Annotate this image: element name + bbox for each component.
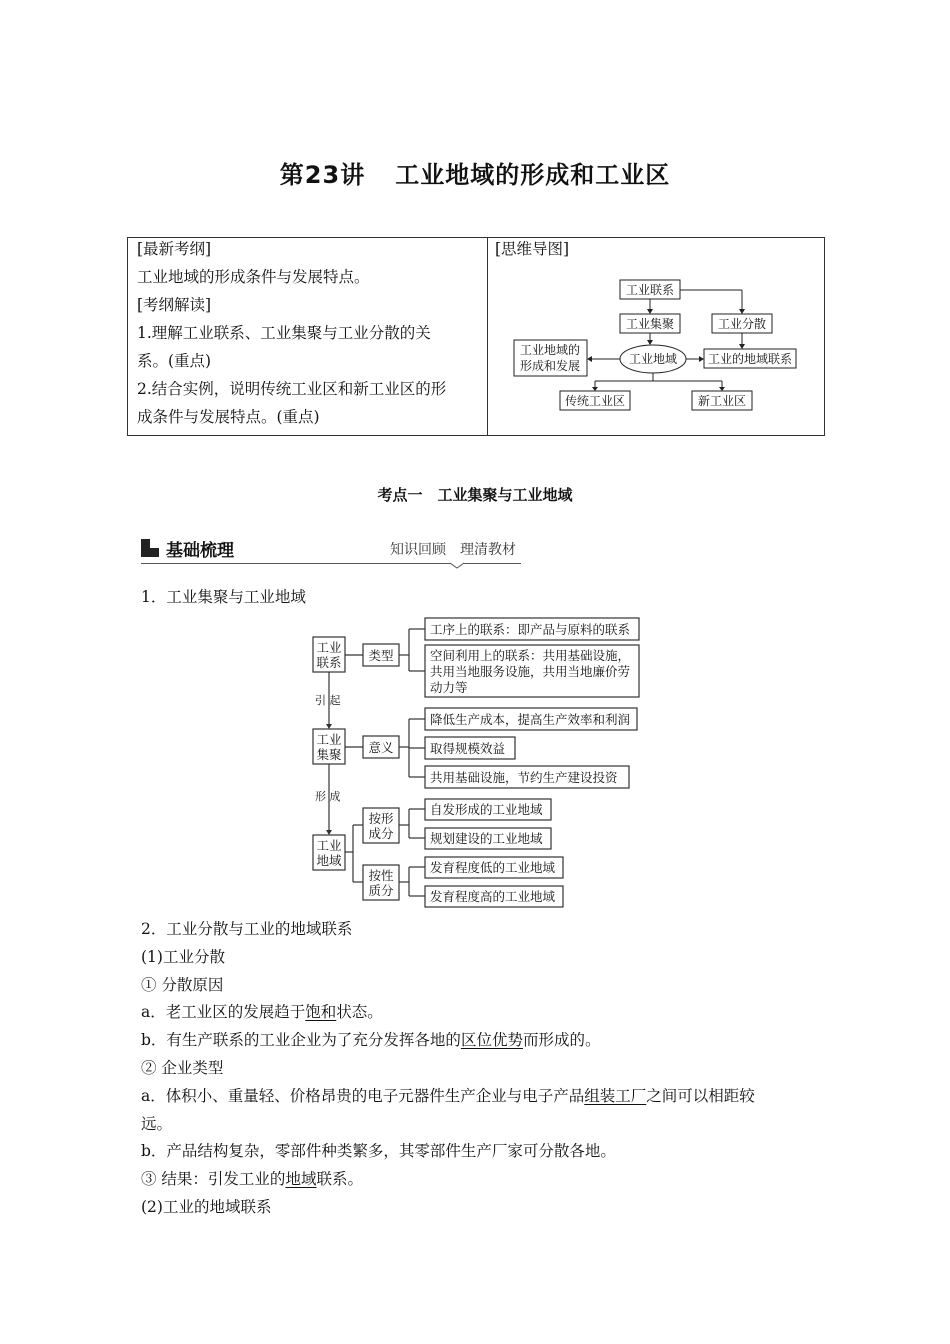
text-type-1: 工序上的联系：即产品与原料的联系	[430, 622, 631, 637]
node-jiju-1: 工业	[316, 732, 342, 747]
mindmap-heading: [思维导图]	[495, 240, 570, 258]
node-lianxi-2: 联系	[316, 655, 342, 670]
node-yiyi: 意义	[368, 740, 394, 755]
text-area-planned: 规划建设的工业地域	[430, 831, 543, 846]
outline-line: 1.理解工业联系、工业集聚与工业分散的关	[137, 324, 431, 342]
mm-node-chuantong: 传统工业区	[564, 394, 626, 408]
mm-node-left2: 形成和发展	[519, 359, 581, 373]
node-by-nature-2: 质分	[368, 883, 394, 898]
mindmap	[488, 238, 824, 435]
text-line: (1)工业分散	[141, 947, 225, 966]
text-line: a．体积小、重量轻、价格昂贵的电子元器件生产企业与电子产品组装工厂之间可以相距较	[141, 1086, 755, 1105]
text-line: b．产品结构复杂，零部件种类繁多，其零部件生产厂家可分散各地。	[141, 1142, 616, 1161]
text-line: b．有生产联系的工业企业为了充分发挥各地的区位优势而形成的。	[141, 1031, 601, 1050]
lesson-number: 第23讲	[279, 161, 366, 189]
header-label: 基础梳理	[166, 541, 234, 561]
text-line: a．老工业区的发展趋于饱和状态。	[141, 1003, 383, 1022]
answer-blank: 区位优势	[460, 1031, 523, 1050]
answer-blank: 地域	[285, 1170, 317, 1189]
text-line: 2．工业分散与工业的地域联系	[141, 920, 353, 938]
concept-diagram	[305, 612, 650, 912]
node-by-nature-1: 按性	[368, 868, 394, 883]
mm-node-xin: 新工业区	[697, 394, 747, 408]
outline-line: 工业地域的形成条件与发展特点。	[137, 268, 370, 286]
text-area-high: 发育程度高的工业地域	[430, 889, 556, 904]
header-notch-icon	[450, 562, 464, 570]
mm-node-jiju: 工业集聚	[625, 317, 675, 331]
node-jiju-2: 集聚	[316, 747, 342, 762]
outline-box	[127, 237, 825, 436]
header-sub: 知识回顾 理清教材	[390, 542, 516, 558]
text-line: (2)工业的地域联系	[141, 1197, 272, 1216]
outline-heading-latest: [最新考纲]	[137, 240, 212, 258]
outline-left	[137, 235, 446, 431]
mm-node-diyulianxi: 工业的地域联系	[707, 352, 793, 366]
answer-blank: 饱和	[305, 1003, 337, 1022]
text-meaning-2: 取得规模效益	[430, 741, 506, 756]
lesson-topic: 工业地域的形成和工业区	[395, 161, 671, 189]
header-divider	[141, 563, 521, 564]
outline-line: 成条件与发展特点。(重点)	[137, 408, 320, 426]
node-by-formation-2: 成分	[368, 826, 394, 841]
outline-heading-interpret: [考纲解读]	[137, 296, 212, 314]
answer-blank: 组装工厂	[584, 1086, 647, 1105]
mm-node-left1: 工业地域的	[519, 343, 581, 357]
node-lianxi-1: 工业	[316, 640, 342, 655]
label-yinqi: 引 起	[315, 694, 341, 707]
outline-line: 2.结合实例，说明传统工业区和新工业区的形	[137, 380, 447, 398]
text-area-spontaneous: 自发形成的工业地域	[430, 802, 543, 817]
text-line: ② 企业类型	[141, 1058, 224, 1077]
text-line: ③ 结果：引发工业的地域联系。	[141, 1170, 363, 1189]
label-xingcheng: 形 成	[315, 790, 341, 803]
text-line: ① 分散原因	[141, 975, 224, 994]
text-meaning-1: 降低生产成本，提高生产效率和利润	[430, 712, 631, 727]
node-by-formation-1: 按形	[368, 811, 394, 826]
node-diyu-2: 地域	[316, 853, 342, 868]
page-title	[0, 155, 950, 190]
text-meaning-3: 共用基础设施，节约生产建设投资	[430, 770, 618, 785]
item-1: 1．工业集聚与工业地域	[141, 588, 306, 606]
section-title: 考点一 工业集聚与工业地域	[377, 486, 573, 504]
mm-node-diyu: 工业地域	[628, 352, 678, 366]
node-leixing: 类型	[368, 648, 394, 663]
text-type-2a: 空间利用上的联系：共用基础设施，	[430, 648, 631, 663]
mm-node-fensan: 工业分散	[717, 317, 767, 331]
text-area-low: 发育程度低的工业地域	[430, 860, 556, 875]
body-text	[141, 916, 831, 1222]
text-type-2c: 动力等	[430, 680, 468, 695]
mm-node-lianxi: 工业联系	[625, 283, 675, 297]
text-type-2b: 共用当地服务设施，共用当地廉价劳	[430, 664, 631, 679]
outline-line: 系。(重点)	[137, 352, 212, 370]
text-line: 远。	[141, 1114, 173, 1133]
node-diyu-1: 工业	[316, 838, 342, 853]
